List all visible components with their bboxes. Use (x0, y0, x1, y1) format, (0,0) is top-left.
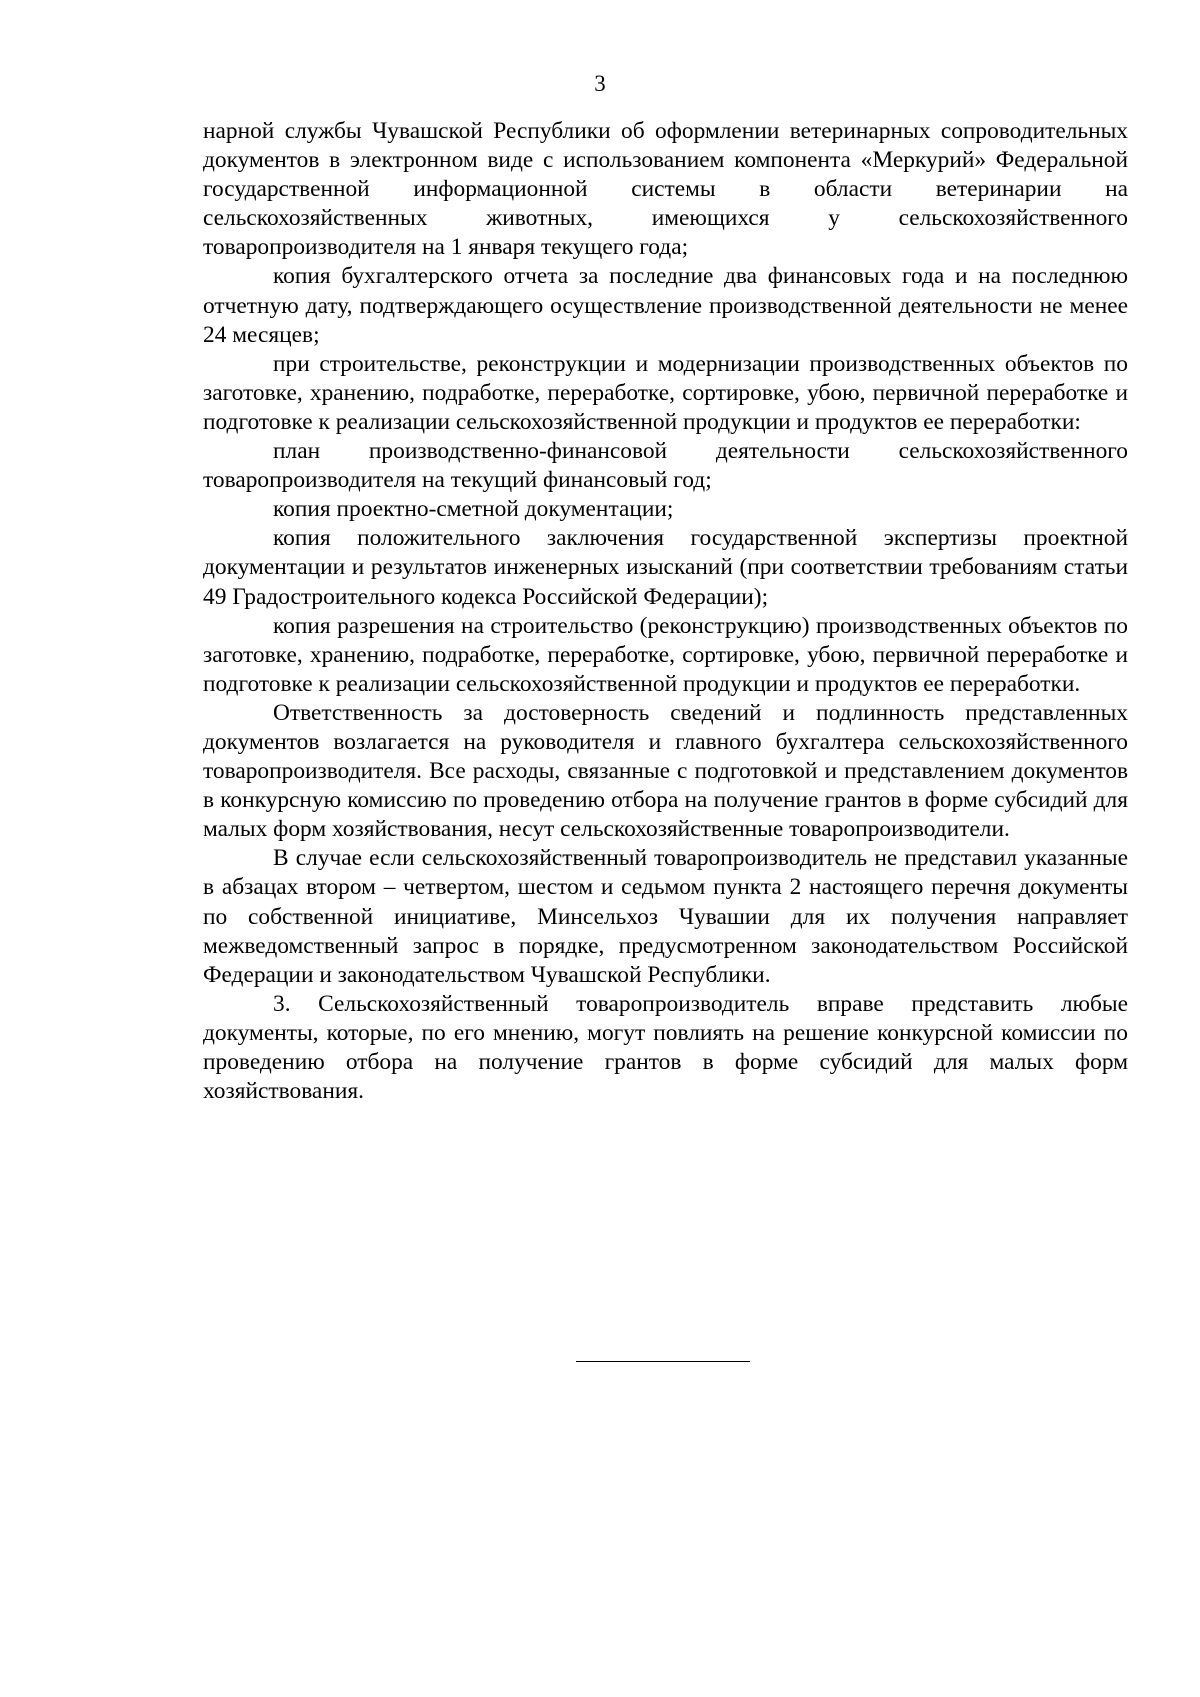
paragraph: копия бухгалтерского отчета за последние два финансовых года и на последнюю отчетную дату, подтверждающего осуществление производственной деятельности не менее 24 месяцев; (203, 263, 1128, 348)
end-divider-line (576, 1361, 750, 1362)
page-number: 3 (594, 71, 606, 96)
paragraph: В случае если сельскохозяйственный товаропроизводитель не представил указанные в абзацах втором – четвертом, шестом и седьмом пункта 2 настоящего перечня документы по собственной инициативе, Минсельхоз Чувашии для их получения направляет межведомственный запрос в порядке, предусмотренном законодательством Российской Федерации и законодательством Чувашской Республики. (203, 845, 1128, 988)
paragraph: Ответственность за достоверность сведений и подлинность представленных документов возлагается на руководителя и главного бухгалтера сельскохозяйственного товаропроизводителя. Все расходы, связанные с подготовкой и представлением документов в конкурсную комиссию по проведению отбора на получение грантов в форме субсидий для малых форм хозяйствования, несут сельскохозяйственные товаропроизводители. (203, 699, 1128, 843)
paragraph: копия положительного заключения государственной экспертизы проектной документации и результатов инженерных изысканий (при соответствии требованиям статьи 49 Градостроительного кодекса Российской Федерации); (203, 525, 1128, 610)
paragraph: копия разрешения на строительство (реконструкцию) производственных объектов по заготовке, хранению, подработке, переработке, сортировке, убою, первичной переработке и подготовке к реализации сельскохозяйственной продукции и продуктов ее переработки. (203, 612, 1128, 697)
paragraph: при строительстве, реконструкции и модернизации производственных объектов по заготовке, хранению, подработке, переработке, сортировке, убою, первичной переработке и подготовке к реализации сельскохозяйственной продукции и продуктов ее переработки: (203, 350, 1128, 435)
document-body (203, 117, 1128, 1106)
paragraph-continued: нарной службы Чувашской Республики об оформлении ветеринарных сопроводительных документов в электронном виде с использованием компонента «Меркурий» Федеральной государственной информационной системы в области ветеринарии на сельскохозяйственных животных, имеющихся у сельскохозяйственного товаропроизводителя на 1 января текущего года; (203, 118, 1128, 261)
paragraph: 3. Сельскохозяйственный товаропроизводитель вправе представить любые документы, которые, по его мнению, могут повлиять на решение конкурсной комиссии по проведению отбора на получение грантов в форме субсидий для малых форм хозяйствования. (203, 990, 1128, 1105)
paragraph: копия проектно-сметной документации; (273, 496, 674, 523)
paragraph: план производственно-финансовой деятельности сельскохозяйственного товаропроизводителя на текущий финансовый год; (203, 438, 1128, 494)
